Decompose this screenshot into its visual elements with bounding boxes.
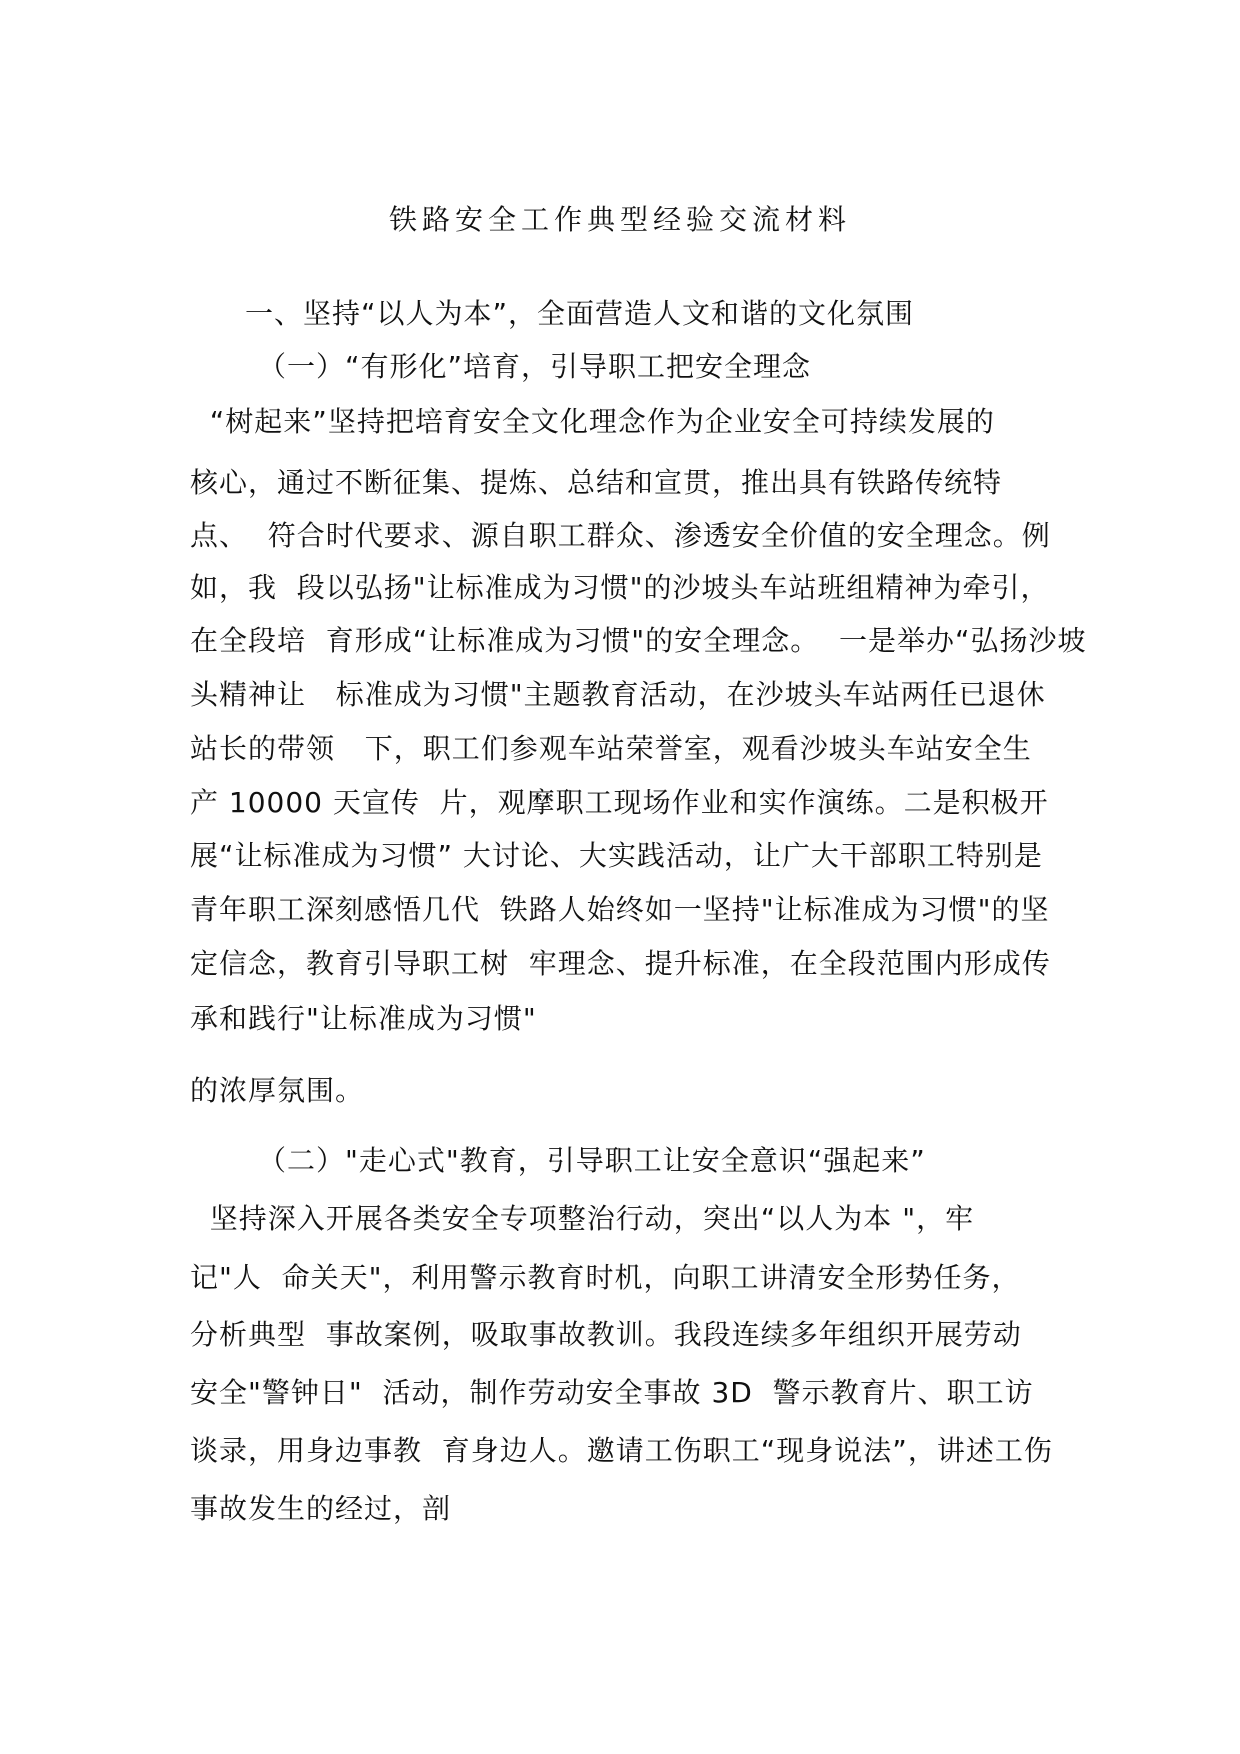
body-line: 记"人 命关天"，利用警示教育时机，向职工讲清安全形势任务， [190, 1261, 1021, 1294]
body-line: 头精神让 标准成为习惯"主题教育活动，在沙坡头车站两任已退休 [190, 678, 1046, 711]
body-line: 分析典型 事故案例，吸取事故教训。我段连续多年组织开展劳动 [190, 1318, 1022, 1351]
body-line: 谈录，用身边事教 育身边人。邀请工伤职工“现身说法”，讲述工伤 [190, 1434, 1053, 1467]
subsection-heading-1: （一）“有形化”培育，引导职工把安全理念 [258, 350, 812, 383]
body-line: 点、 符合时代要求、源自职工群众、渗透安全价值的安全理念。例 [190, 519, 1051, 552]
body-line: 站长的带领 下，职工们参观车站荣誉室，观看沙坡头车站安全生 [190, 732, 1032, 765]
body-line: 产 10000 天宣传 片，观摩职工现场作业和实作演练。二是积极开 [190, 786, 1049, 819]
body-line: 如，我 段以弘扬"让标准成为习惯"的沙坡头车站班组精神为牵引， [190, 571, 1050, 604]
body-line: 的浓厚氛围。 [190, 1074, 365, 1107]
body-line: 在全段培 育形成“让标准成为习惯"的安全理念。 一是举办“弘扬沙坡 [190, 624, 1087, 657]
body-line: 坚持深入开展各类安全专项整治行动，突出“以人为本 "，牢 [190, 1202, 975, 1235]
body-line: 展“让标准成为习惯” 大讨论、大实践活动，让广大干部职工特别是 [190, 839, 1043, 872]
body-line: “树起来”坚持把培育安全文化理念作为企业安全可持续发展的 [190, 405, 995, 438]
body-line: 定信念，教育引导职工树 牢理念、提升标准，在全段范围内形成传 [190, 947, 1051, 980]
section-heading-1: 一、坚持“以人为本”，全面营造人文和谐的文化氛围 [245, 297, 915, 330]
document-title: 铁路安全工作典型经验交流材料 [388, 203, 851, 236]
subsection-heading-2: （二）"走心式"教育，引导职工让安全意识“强起来” [258, 1144, 926, 1177]
body-line: 安全"警钟日" 活动，制作劳动安全事故 3D 警示教育片、职工访 [190, 1376, 1034, 1409]
body-line: 核心，通过不断征集、提炼、总结和宣贯，推出具有铁路传统特 [190, 466, 1003, 499]
body-line: 承和践行"让标准成为习惯" [190, 1002, 537, 1035]
body-line: 青年职工深刻感悟几代 铁路人始终如一坚持"让标准成为习惯"的坚 [190, 893, 1050, 926]
body-line: 事故发生的经过，剖 [190, 1492, 452, 1525]
